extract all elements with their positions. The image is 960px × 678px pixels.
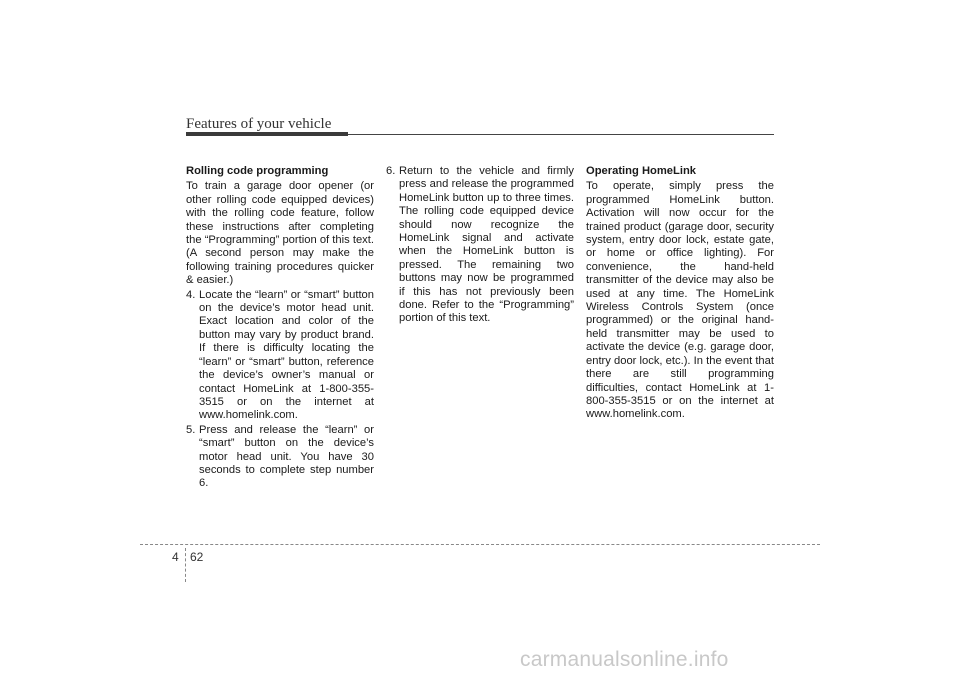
section-heading-operating-homelink: Operating HomeLink <box>586 165 697 177</box>
header-accent-bar <box>186 132 348 136</box>
column-3 <box>586 165 774 423</box>
column-2 <box>386 165 574 327</box>
step-number: 4. <box>186 288 196 301</box>
watermark-link[interactable]: carmanualsonline.info <box>520 648 729 671</box>
step-item <box>186 289 374 423</box>
column-1 <box>186 165 374 492</box>
footer-dashed-line <box>140 544 820 545</box>
section-heading-rolling-code: Rolling code programming <box>186 165 329 177</box>
step-text: Press and release the “learn” or “smart” button on the device’s motor head unit. You have 30 seconds to complete step number 6. <box>199 423 374 490</box>
paragraph-intro: To train a garage door opener (or other rolling code equipped devices) with the rolling code feature, follow these instructions after completing the “Programming” portion of this text. (A second person may make the following training procedures quicker & easier.) <box>186 180 374 287</box>
step-number: 5. <box>186 423 196 436</box>
page-header-title: Features of your vehicle <box>186 116 332 132</box>
chapter-number: 4 <box>172 550 179 564</box>
step-item <box>386 165 574 326</box>
step-text: Return to the vehicle and firmly press and release the programmed HomeLink button up to three times. The rolling code equipped device should now recognize the HomeLink signal and activate when the HomeLink button is pressed. The remaining two buttons may now be programmed if this has not previously been done. Refer to the “Programming” portion of this text. <box>399 165 574 325</box>
footer-dashed-divider <box>185 548 186 582</box>
step-item <box>186 424 374 491</box>
step-number: 6. <box>386 165 396 177</box>
paragraph-operating: To operate, simply press the programmed HomeLink button. Activation will now occur for the trained product (garage door, security system, entry door lock, estate gate, or home or office lighting). For convenience, the hand-held transmitter of the device may also be used at any time. The HomeLink Wireless Controls System (once programmed) or the original hand-held transmitter may be used to activate the device (e.g. garage door, entry door lock, etc.). In the event that there are still programming difficulties, contact HomeLink at 1-800-355-3515 or on the internet at www.homelink.com. <box>586 180 774 421</box>
step-text: Locate the “learn” or “smart” button on the device’s motor head unit. Exact location and color of the button may vary by product brand. If there is difficulty locating the “learn” or “smart” button, reference the device’s owner’s manual or contact HomeLink at 1-800-355-3515 or on the internet at www.homelink.com. <box>199 288 374 422</box>
page-number: 62 <box>190 550 204 564</box>
